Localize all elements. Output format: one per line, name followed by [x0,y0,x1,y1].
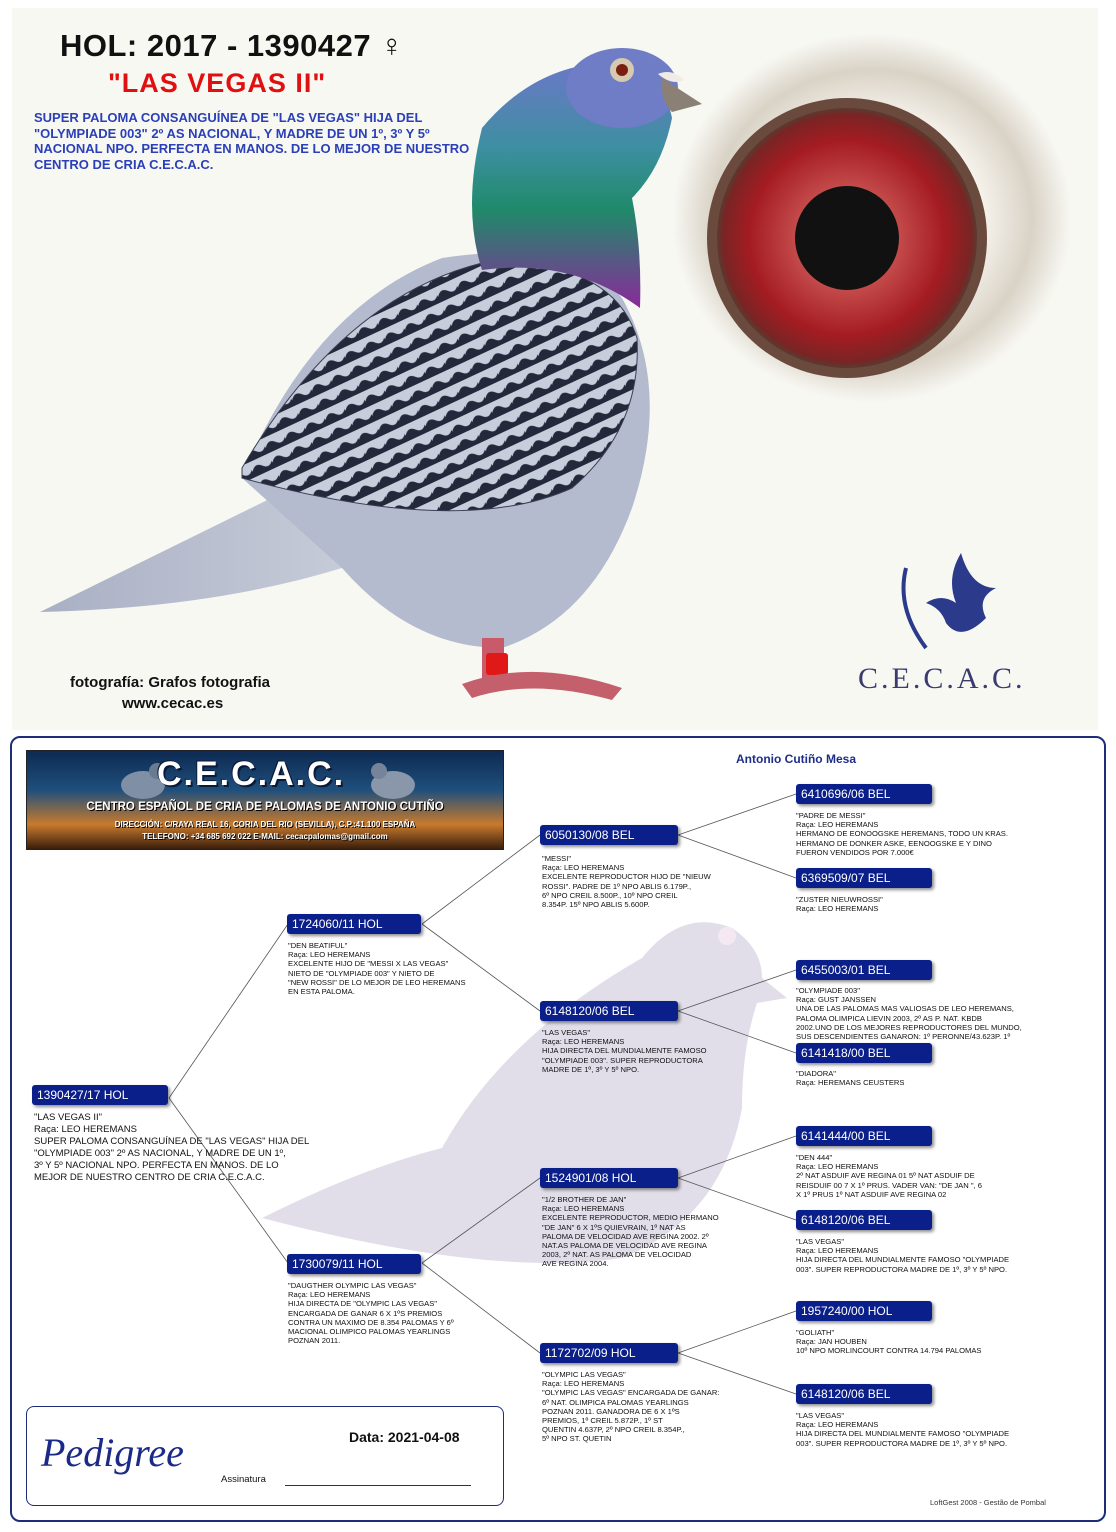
ring-box-dds[interactable]: 1957240/00 HOL [796,1301,932,1321]
pedigree-date: Data: 2021-04-08 [349,1429,460,1445]
signature-line[interactable] [285,1485,471,1486]
ring-box-ssd[interactable]: 6369509/07 BEL [796,868,932,888]
ring-title: HOL: 2017 - 1390427 ♀ [60,28,404,63]
ring-box-sire-sire[interactable]: 6050130/08 BEL [540,825,678,845]
banner-address: DIRECCIÓN: C/RAYA REAL 16, CORIA DEL RIO (SEVILLA), C.P.:41.100 ESPAÑA [114,820,416,829]
eye-photo [672,28,1082,408]
ring-box-sire[interactable]: 1724060/11 HOL [287,914,421,934]
ring-box-dam-sire[interactable]: 1524901/08 HOL [540,1168,678,1188]
owner-name: Antonio Cutiño Mesa [736,752,856,766]
pigeon-name: "LAS VEGAS II" [108,68,327,98]
pedigree-panel [10,736,1106,1522]
pedigree-wordmark: Pedigree [41,1430,184,1475]
notes-dds: "GOLIATH" Raça: JAN HOUBEN 10º NPO MORLINCOURT CONTRA 14.794 PALOMAS [796,1328,982,1356]
ring-box-sire-dam[interactable]: 6148120/06 BEL [540,1001,678,1021]
website-link[interactable]: www.cecac.es [122,695,224,712]
banner-contact: TELEFONO: +34 685 692 022 E-MAIL: cecacpalomas@gmail.com [142,832,388,841]
ring-box-sds[interactable]: 6455003/01 BEL [796,960,932,980]
ring-box-ddd[interactable]: 6148120/06 BEL [796,1384,932,1404]
notes-dam: "DAUGTHER OLYMPIC LAS VEGAS" Raça: LEO HEREMANS HIJA DIRECTA DE "OLYMPIC LAS VEGAS" ENCARGADA DE GANAR 6 X 1ºS PREMIOS CONTRA UN MAXIMO DE 8.354 PALOMAS Y 6º MACIONAL OLIMPICO PALOMAS YEARLINGS POZNAN 2011. [288,1281,454,1346]
notes-dam-dam: "OLYMPIC LAS VEGAS" Raça: LEO HEREMANS "OLYMPIC LAS VEGAS" ENCARGADA DE GANAR: 6º NAT. OLIMPICA PALOMAS YEARLINGS POZNAN 2011. GANADORA DE 6 X 1ºS PREMIOS, 1º CREIL 5.872P., 1º ST QUENTIN 4.637P, 2º NPO CREIL 8.354P., 5º NPO ST. QUETIN [542,1370,720,1444]
ring-box-sdd[interactable]: 6141418/00 BEL [796,1043,932,1063]
signature-label: Assinatura [221,1474,266,1485]
banner-title: C.E.C.A.C. [157,755,346,793]
ring-box-dsd[interactable]: 6148120/06 BEL [796,1210,932,1230]
notes-sire-dam: "LAS VEGAS" Raça: LEO HEREMANS HIJA DIRECTA DEL MUNDIALMENTE FAMOSO "OLYMPIADE 003". SUPER REPRODUCTORA MADRE DE 1º, 3º Y 5º NPO. [542,1028,707,1074]
notes-sds: "OLYMPIADE 003" Raça: GUST JANSSEN UNA DE LAS PALOMAS MAS VALIOSAS DE LEO HEREMANS, PALOMA OLIMPICA LIEVIN 2003, 2º AS P. NAT. KBDB 2002.UNO DE LOS MEJORES REPRODUCTORES DEL MUNDO, SUS DESCENDIENTES GANARON: 1º PERONNE/43.623P. 1º [796,986,1022,1042]
notes-dsd: "LAS VEGAS" Raça: LEO HEREMANS HIJA DIRECTA DEL MUNDIALMENTE FAMOSO "OLYMPIADE 003". SUPER REPRODUCTORA MADRE DE 1º, 3º Y 5º NPO. [796,1237,1010,1274]
ring-box-subject[interactable]: 1390427/17 HOL [32,1085,168,1105]
signature-block [26,1406,504,1506]
software-footer: LoftGest 2008 - Gestão de Pombal [930,1498,1046,1507]
notes-sss: "PADRE DE MESSI" Raça: LEO HEREMANS HERMANO DE EONOOGSKE HEREMANS, TODO UN KRAS. HERMANO DE DONKER ASKE, EENOOGSKE E Y DINO FUERON VENDIDOS POR 7.000€ [796,811,1008,857]
notes-dam-sire: "1/2 BROTHER DE JAN" Raça: LEO HEREMANS EXCELENTE REPRODUCTOR, MEDIO HERMANO "DE JAN" 6 X 1ºS QUIEVRAIN, 1º NAT AS PALOMA DE VELOCIDAD AVE REGINA 2002. 2º NAT.AS PALOMA DE VELOCIDAD AVE REGINA 2003, 2º NAT. AS PALOMA DE VELOCIDAD AVE REGINA 2004. [542,1195,719,1269]
notes-sdd: "DIADORA" Raça: HEREMANS CEUSTERS [796,1069,905,1088]
notes-subject: "LAS VEGAS II" Raça: LEO HEREMANS SUPER PALOMA CONSANGUÍNEA DE "LAS VEGAS" HIJA DEL "OLYMPIADE 003" 2º AS NACIONAL, Y MADRE DE UN 1º, 3º Y 5º NACIONAL NPO. PERFECTA EN MANOS. DE LO MEJOR DE NUESTRO CENTRO DE CRIA C.E.C.A.C. [34,1112,310,1183]
notes-sire: "DEN BEATIFUL" Raça: LEO HEREMANS EXCELENTE HIJO DE "MESSI X LAS VEGAS" NIETO DE "OLYMPIADE 003" Y NIETO DE "NEW ROSSI" DE LO MEJOR DE LEO HEREMANS EN ESTA PALOMA. [288,941,466,997]
cecac-logo-icon [886,548,1006,658]
photo-panel [12,8,1098,730]
notes-dss: "DEN 444" Raça: LEO HEREMANS 2º NAT ASDUIF AVE REGINA 01 5º NAT ASDUIF DE REISDUIF 00 7 X 1º PRUS. VADER VAN: "DE JAN ", 6 X 1º PRUS 1º NAT ASDUIF AVE REGINA 02 [796,1153,982,1199]
ring-box-dss[interactable]: 6141444/00 BEL [796,1126,932,1146]
ring-box-dam-dam[interactable]: 1172702/09 HOL [540,1343,678,1363]
notes-ddd: "LAS VEGAS" Raça: LEO HEREMANS HIJA DIRECTA DEL MUNDIALMENTE FAMOSO "OLYMPIADE 003". SUPER REPRODUCTORA MADRE DE 1º, 3º Y 5º NPO. [796,1411,1010,1448]
photo-credit: fotografía: Grafos fotografia [70,674,271,691]
ring-box-sss[interactable]: 6410696/06 BEL [796,784,932,804]
notes-sire-sire: "MESSI" Raça: LEO HEREMANS EXCELENTE REPRODUCTOR HIJO DE "NIEUW ROSSI". PADRE DE 1º NPO ABLIS 6.179P., 6º NPO CREIL 8.500P., 10º NPO CREIL 8.354P. 15º NPO ABLIS 5.600P. [542,854,711,910]
brand-logo-text: C.E.C.A.C. [858,662,1026,695]
banner-subtitle: CENTRO ESPAÑOL DE CRIA DE PALOMAS DE ANTONIO CUTIÑO [86,801,444,813]
notes-ssd: "ZUSTER NIEUWROSSI" Raça: LEO HEREMANS [796,895,883,914]
pigeon-description: SUPER PALOMA CONSANGUÍNEA DE "LAS VEGAS" HIJA DEL "OLYMPIADE 003" 2º AS NACIONAL, Y MADRE DE UN 1º, 3º Y 5º NACIONAL NPO. PERFECTA EN MANOS. DE LO MEJOR DE NUESTRO CENTRO DE CRIA C.E.C.A.C. [34,110,470,172]
ring-box-dam[interactable]: 1730079/11 HOL [287,1254,421,1274]
